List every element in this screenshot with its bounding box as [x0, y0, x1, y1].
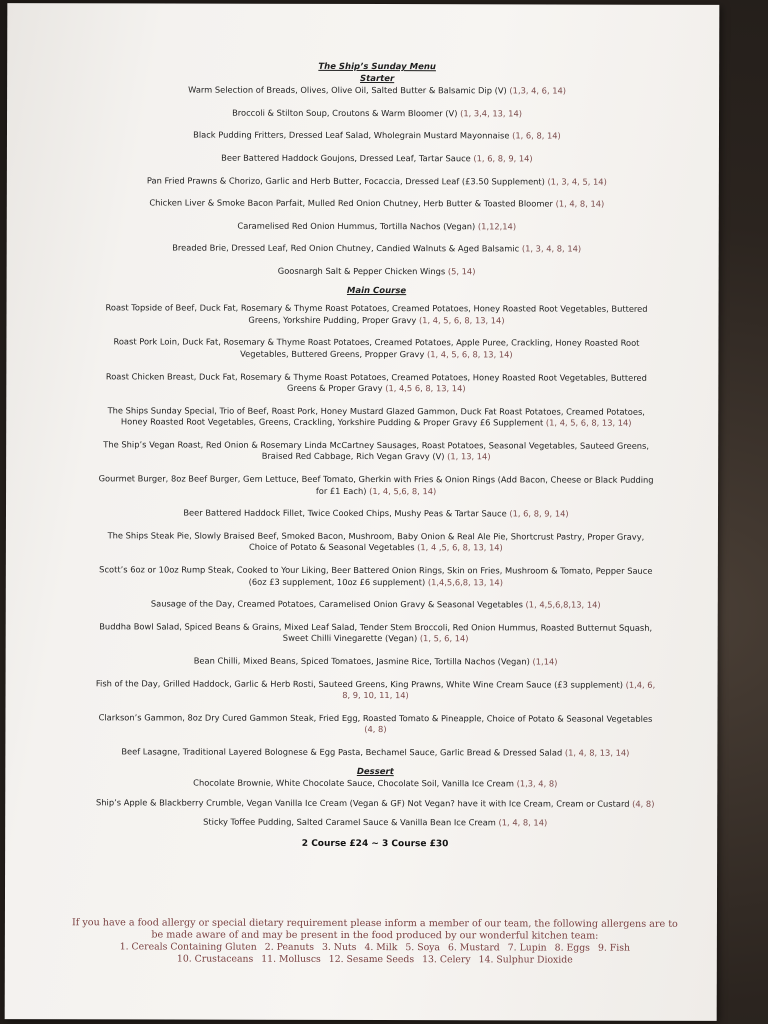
- starter-heading: Starter: [360, 73, 395, 84]
- menu-item-allergens: (1,3, 4, 8): [516, 778, 558, 789]
- menu-item-name: Clarkson’s Gammon, 8oz Dry Cured Gammon Steak, Fried Egg, Roasted Tomato & Pineapple, Choice of Potato & Seasonal Vegetables: [98, 712, 653, 724]
- menu-item-allergens: (1,3, 4, 6, 14): [509, 85, 567, 96]
- menu-item-name: Black Pudding Fritters, Dressed Leaf Salad, Wholegrain Mustard Mayonnaise: [193, 129, 513, 141]
- menu-item-name: Buddha Bowl Salad, Spiced Beans & Grains, Mixed Leaf Salad, Tender Stem Broccoli, Red Onion Hummus, Roasted Butternut Squash, Sweet Chilli Vinegarette (Vegan): [99, 621, 653, 644]
- menu-item: [97, 220, 657, 233]
- allergen-entry: 10. Crustaceans: [176, 953, 254, 965]
- menu-item-allergens: (4, 8): [364, 724, 387, 735]
- menu-item-allergens: (1, 4, 8, 14): [498, 817, 548, 828]
- menu-item: [97, 175, 657, 188]
- menu-item-name: Sticky Toffee Pudding, Salted Caramel Sauce & Vanilla Bean Ice Cream: [203, 816, 499, 828]
- menu-item-name: Scott’s 6oz or 10oz Rump Steak, Cooked to Your Liking, Beer Battered Onion Rings, Skin on Fries, Mushroom & Tomato, Pepper Sauce (6oz £3 supplement, 10oz £6 supplement): [99, 564, 653, 587]
- menu-item-allergens: (1,12,14): [477, 221, 517, 232]
- menu-item-name: Breaded Brie, Dressed Leaf, Red Onion Chutney, Candied Walnuts & Aged Balsamic: [172, 242, 522, 254]
- allergen-entry: 6. Mustard: [447, 942, 500, 954]
- menu-item: [95, 746, 655, 759]
- allergen-entry: 9. Fish: [597, 942, 630, 954]
- menu-item-name: The Ships Sunday Special, Trio of Beef, Roast Pork, Honey Mustard Glazed Gammon, Duck Fat Roast Potatoes, Creamed Potatoes, Honey Roasted Root Vegetables, Greens, Crackling, Yorkshire Pudding & Proper Gravy £6 Supplement: [107, 405, 645, 428]
- menu-item-allergens: (1, 3, 4, 5, 14): [547, 176, 607, 187]
- menu-item-allergens: (1, 4, 8, 13, 14): [564, 747, 630, 758]
- menu-item-name: Sausage of the Day, Creamed Potatoes, Caramelised Onion Gravy & Seasonal Vegetables: [150, 598, 526, 610]
- menu-item-name: Chicken Liver & Smoke Bacon Parfait, Mulled Red Onion Chutney, Herb Butter & Toasted Bloomer: [149, 197, 556, 209]
- menu-title: The Ship’s Sunday Menu: [318, 61, 436, 73]
- starter-list: [67, 84, 688, 278]
- menu-item: [96, 439, 656, 464]
- menu-item: [95, 797, 655, 810]
- allergen-entry: 12. Sesame Seeds: [328, 953, 415, 966]
- menu-item-allergens: (1, 4 ,5, 6, 8, 13, 14): [417, 542, 503, 553]
- menu-item-name: Roast Topside of Beef, Duck Fat, Rosemary & Thyme Roast Potatoes, Creamed Potatoes, Honey Roasted Root Vegetables, Buttered Greens, Yorkshire Pudding, Proper Gravy: [105, 302, 648, 325]
- menu-item: [96, 530, 656, 555]
- menu-item-allergens: (1, 4,5,6,8,13, 14): [525, 599, 601, 610]
- menu-item: [96, 564, 656, 589]
- menu-item: [96, 655, 656, 668]
- menu-item-allergens: (1, 6, 8, 9, 14): [509, 508, 569, 519]
- menu-item: [96, 405, 656, 430]
- menu-item-allergens: (1, 4, 5, 6, 8, 13, 14): [427, 349, 513, 360]
- menu-item: [96, 371, 656, 396]
- menu-item: [97, 84, 657, 97]
- allergen-entry: 13. Celery: [422, 954, 471, 966]
- allergy-note-block: [65, 917, 685, 967]
- menu-item-allergens: (1, 3, 4, 8, 14): [521, 243, 582, 254]
- allergen-entry: 2. Peanuts: [264, 941, 314, 953]
- menu-item: [97, 152, 657, 165]
- menu-item-allergens: (1, 6, 8, 14): [512, 130, 561, 141]
- menu-item-allergens: (1, 4, 5, 6, 8, 13, 14): [545, 417, 632, 428]
- menu-item-allergens: (1, 6, 8, 9, 14): [473, 153, 533, 164]
- menu-item-name: Ship’s Apple & Blackberry Crumble, Vegan Vanilla Ice Cream (Vegan & GF) Not Vegan? have it with Ice Cream, Cream or Custard: [96, 797, 633, 809]
- menu-item-name: Chocolate Brownie, White Chocolate Sauce, Chocolate Soil, Vanilla Ice Cream: [193, 777, 517, 789]
- menu-item-name: Goosnargh Salt & Pepper Chicken Wings: [277, 265, 448, 277]
- menu-item-name: Bean Chilli, Mixed Beans, Spiced Tomatoes, Jasmine Rice, Tortilla Nachos (Vegan): [193, 655, 533, 667]
- menu-item-allergens: (1, 3,4, 13, 14): [460, 108, 522, 119]
- menu-item-name: Caramelised Red Onion Hummus, Tortilla Nachos (Vegan): [237, 220, 478, 232]
- menu-item-allergens: (1, 4, 5, 6, 8, 13, 14): [418, 314, 505, 326]
- allergen-entry: 4. Milk: [364, 942, 398, 954]
- allergen-entry: 11. Molluscs: [261, 953, 321, 965]
- menu-item-name: The Ship’s Vegan Roast, Red Onion & Rosemary Linda McCartney Sausages, Roast Potatoes, Seasonal Vegetables, Sauteed Greens, Braised Red Cabbage, Rich Vegan Gravy (V): [103, 439, 650, 462]
- menu-item-name: Roast Pork Loin, Duck Fat, Rosemary & Thyme Roast Potatoes, Creamed Potatoes, Apple Puree, Crackling, Honey Roasted Root Vegetables, Buttered Greens, Propper Gravy: [113, 336, 640, 360]
- menu-item-allergens: (5, 14): [447, 266, 476, 277]
- dessert-heading: Dessert: [356, 766, 394, 777]
- menu-item-name: Fish of the Day, Grilled Haddock, Garlic & Herb Rosti, Sauteed Greens, King Prawns, White Wine Cream Sauce (£3 supplement): [95, 677, 626, 690]
- menu-item-allergens: (1, 4, 5,6, 8, 14): [369, 485, 437, 496]
- menu-item-allergens: (1, 4,5 6, 8, 13, 14): [385, 383, 466, 394]
- menu-item-allergens: (1, 5, 6, 14): [419, 633, 469, 644]
- menu-item-name: Beer Battered Haddock Goujons, Dressed Leaf, Tartar Sauce: [221, 152, 474, 164]
- menu-item: [97, 243, 657, 256]
- allergen-entry: 8. Eggs: [554, 942, 590, 954]
- menu-item-allergens: (1,4, 6, 8, 9, 10, 11, 14): [342, 679, 656, 701]
- menu-item: [96, 302, 656, 327]
- menu-content: [65, 61, 687, 851]
- menu-item: [97, 265, 657, 278]
- allergy-note: If you have a food allergy or special dietary requirement please inform a member of our team, the following allergens are to be made aware of and may be present in the food produced by our wonderful kitchen team:: [71, 917, 678, 942]
- menu-item-name: Roast Chicken Breast, Duck Fat, Rosemary & Thyme Roast Potatoes, Creamed Potatoes, Honey Roasted Root Vegetables, Buttered Greens & Proper Gravy: [105, 370, 647, 394]
- allergen-entry: 3. Nuts: [321, 941, 357, 953]
- menu-item: [97, 130, 657, 143]
- menu-item-allergens: (1, 13, 14): [447, 451, 491, 462]
- menu-item: [95, 777, 655, 790]
- menu-item-name: The Ships Steak Pie, Slowly Braised Beef, Smoked Bacon, Mushroom, Baby Onion & Real Ale Pie, Shortcrust Pastry, Proper Gravy, Choice of Potato & Seasonal Vegetables: [107, 530, 645, 553]
- main-heading: Main Course: [346, 285, 407, 296]
- menu-item: [96, 337, 656, 362]
- menu-item: [97, 107, 657, 120]
- menu-item: [96, 473, 656, 498]
- menu-item-allergens: (1, 4, 8, 14): [555, 198, 605, 209]
- allergen-entry: 14. Sulphur Dioxide: [478, 954, 573, 966]
- menu-item: [97, 197, 657, 210]
- menu-item: [95, 817, 655, 830]
- dessert-list: [65, 777, 685, 829]
- allergen-list: [65, 941, 685, 967]
- menu-item-allergens: (1,4,5,6,8, 13, 14): [427, 576, 503, 587]
- menu-item: [96, 621, 656, 646]
- menu-item-name: Pan Fried Prawns & Chorizo, Garlic and Herb Butter, Focaccia, Dressed Leaf (£3.50 Supplement): [146, 174, 548, 187]
- allergen-entry: 5. Soya: [405, 942, 440, 954]
- menu-item-allergens: (4, 8): [632, 798, 655, 809]
- menu-paper: [5, 3, 720, 1021]
- allergen-entry: 1. Cereals Containing Gluten: [119, 941, 257, 953]
- menu-item-name: Beer Battered Haddock Fillet, Twice Cooked Chips, Mushy Peas & Tartar Sauce: [183, 507, 510, 519]
- allergen-entry: 7. Lupin: [507, 942, 547, 954]
- menu-item-name: Gourmet Burger, 8oz Beef Burger, Gem Lettuce, Beef Tomato, Gherkin with Fries & Onion Rings (Add Bacon, Cheese or Black Pudding for £1 Each): [98, 473, 654, 496]
- price-line: 2 Course £24 ~ 3 Course £30: [301, 838, 449, 850]
- menu-item-name: Warm Selection of Breads, Olives, Olive Oil, Salted Butter & Balsamic Dip (V): [188, 84, 510, 96]
- menu-item: [96, 678, 656, 703]
- menu-item-name: Broccoli & Stilton Soup, Croutons & Warm Bloomer (V): [232, 107, 461, 119]
- menu-item-allergens: (1,14): [532, 656, 558, 667]
- menu-item: [96, 599, 656, 612]
- menu-item: [96, 508, 656, 521]
- main-list: [65, 302, 686, 759]
- menu-item: [95, 712, 655, 737]
- menu-item-name: Beef Lasagne, Traditional Layered Bolognese & Egg Pasta, Bechamel Sauce, Garlic Bread & Dressed Salad: [121, 746, 565, 758]
